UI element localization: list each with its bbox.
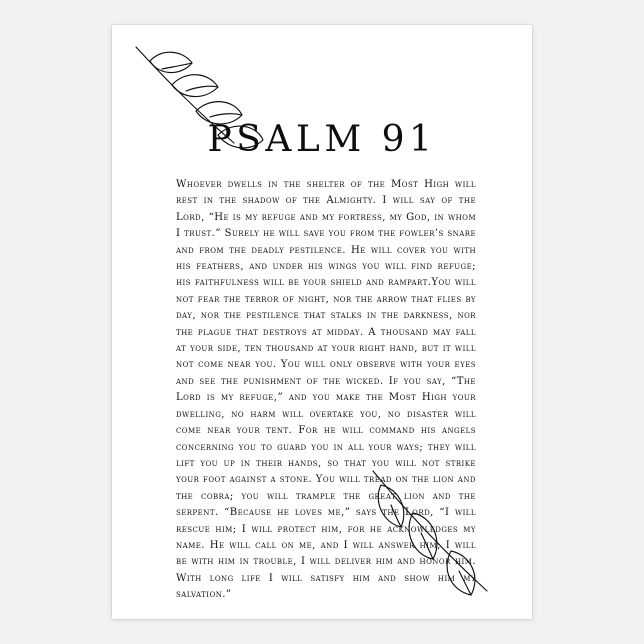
verse-body (176, 177, 476, 604)
page-title: PSALM 91 (207, 119, 437, 160)
verse-paragraph: Whoever dwells in the shelter of the Most High will rest in the shadow of the Almighty. I will say of the Lord, “He is my refuge and my fortress, my God, in whom I trust.” Surely he will save you from the fowler’s snare and from the deadly pestilence. He will cover you with his feathers, and under his wings you will find refuge; his faithfulness will be your shield and rampart.You will not fear the terror of night, nor the arrow that flies by day, nor the pestilence that stalks in the darkness, nor the plague that destroys at midday. A thousand may fall at your side, ten thousand at your right hand, but it will not come near you. You will only observe with your eyes and see the punishment of the wicked. If you say, “The Lord is my refuge,” and you make the Most High your dwelling, no harm will overtake you, no disaster will come near your tent. For he will command his angels concerning you to guard you in all your ways; they will lift you up in their hands, so that you will not strike your foot against a stone. You will tread on the lion and the cobra; you will trample the great lion and the serpent. “Because he loves me,” says the Lord, “I will rescue him; I will protect him, for he acknowledges my name. He will call on me, and I will answer him; I will be with him in trouble, I will deliver him and honor him. With long life I will satisfy him and show him my salvation.” (176, 179, 476, 601)
poster-artwork (112, 25, 532, 619)
